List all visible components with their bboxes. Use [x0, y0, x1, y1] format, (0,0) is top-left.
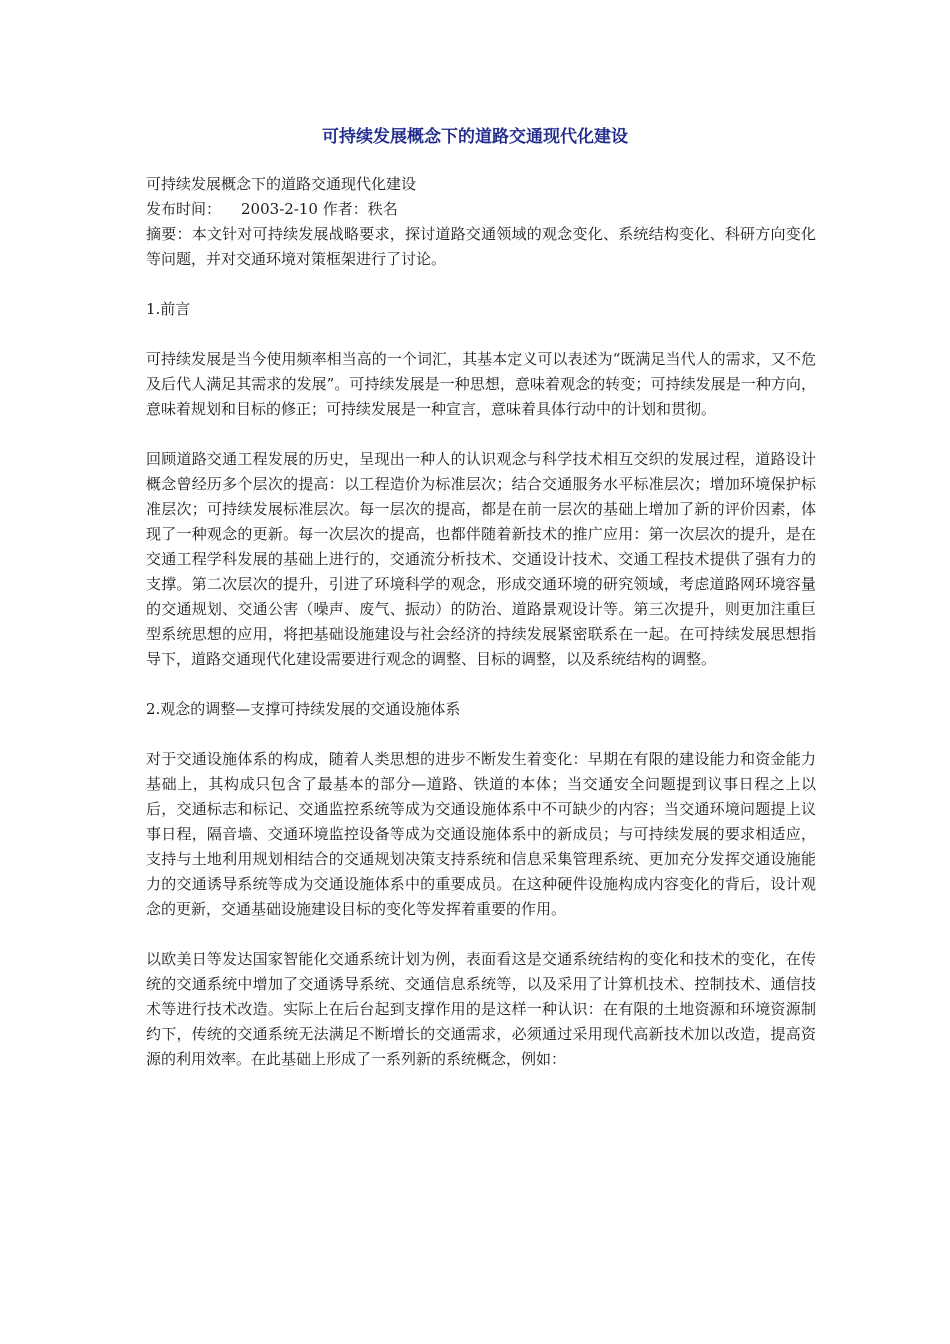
document-body	[146, 172, 816, 1072]
document-title: 可持续发展概念下的道路交通现代化建设	[322, 127, 628, 147]
publish-label: 发布时间：	[146, 200, 222, 218]
section-1-heading: 1.前言	[146, 300, 191, 318]
publish-date: 2003-2-10	[241, 200, 318, 218]
abstract: 摘要：本文针对可持续发展战略要求，探讨道路交通领域的观念变化、系统结构变化、科研方向变化等问题，并对交通环境对策框架进行了讨论。	[146, 225, 816, 268]
section-2-heading: 2.观念的调整—支撑可持续发展的交通设施体系	[146, 700, 461, 718]
section-1-paragraph-2: 回顾道路交通工程发展的历史，呈现出一种人的认识观念与科学技术相互交织的发展过程，道路设计概念曾经历多个层次的提高：以工程造价为标准层次；结合交通服务水平标准层次；增加环境保护标准层次；可持续发展标准层次。每一层次的提高，都是在前一层次的基础上增加了新的评价因素，体现了一种观念的更新。每一次层次的提高，也都伴随着新技术的推广应用：第一次层次的提升，是在交通工程学科发展的基础上进行的，交通流分析技术、交通设计技术、交通工程技术提供了强有力的支撑。第二次层次的提升，引进了环境科学的观念，形成交通环境的研究领域，考虑道路网环境容量的交通规划、交通公害（噪声、废气、振动）的防治、道路景观设计等。第三次提升，则更加注重巨型系统思想的应用，将把基础设施建设与社会经济的持续发展紧密联系在一起。在可持续发展思想指导下，道路交通现代化建设需要进行观念的调整、目标的调整，以及系统结构的调整。	[146, 450, 816, 668]
section-1-paragraph-1: 可持续发展是当今使用频率相当高的一个词汇，其基本定义可以表述为“既满足当代人的需求，又不危及后代人满足其需求的发展”。可持续发展是一种思想，意味着观念的转变；可持续发展是一种方向，意味着规划和目标的修正；可持续发展是一种宣言，意味着具体行动中的计划和贯彻。	[146, 350, 816, 418]
section-2-paragraph-2: 以欧美日等发达国家智能化交通系统计划为例，表面看这是交通系统结构的变化和技术的变化，在传统的交通系统中增加了交通诱导系统、交通信息系统等，以及采用了计算机技术、控制技术、通信技术等进行技术改造。实际上在后台起到支撑作用的是这样一种认识：在有限的土地资源和环境资源制约下，传统的交通系统无法满足不断增长的交通需求，必须通过采用现代高新技术加以改造，提高资源的利用效率。在此基础上形成了一系列新的系统概念，例如：	[146, 950, 816, 1068]
section-2-paragraph-1: 对于交通设施体系的构成，随着人类思想的进步不断发生着变化：早期在有限的建设能力和资金能力基础上，其构成只包含了最基本的部分—道路、铁道的本体；当交通安全问题提到议事日程之上以后，交通标志和标记、交通监控系统等成为交通设施体系中不可缺少的内容；当交通环境问题提上议事日程，隔音墙、交通环境监控设备等成为交通设施体系中的新成员；与可持续发展的要求相适应，支持与土地利用规划相结合的交通规划决策支持系统和信息采集管理系统、更加充分发挥交通设施能力的交通诱导系统等成为交通设施体系中的重要成员。在这种硬件设施构成内容变化的背后，设计观念的更新，交通基础设施建设目标的变化等发挥着重要的作用。	[146, 750, 816, 918]
author-label: 作者：	[322, 200, 368, 218]
publish-info	[146, 197, 816, 222]
author-name: 秩名	[367, 200, 398, 218]
header-title: 可持续发展概念下的道路交通现代化建设	[146, 175, 417, 193]
